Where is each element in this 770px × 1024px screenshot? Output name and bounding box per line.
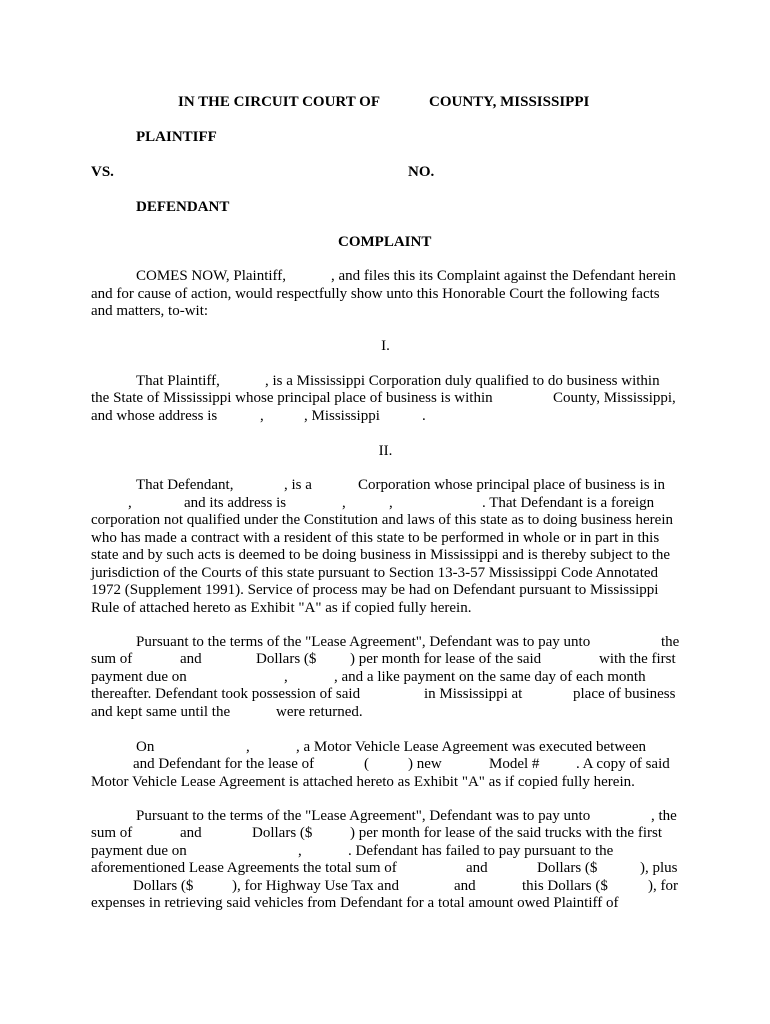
s1-line-2b: County, Mississippi, bbox=[553, 390, 676, 406]
s2-line-8: Rule of attached hereto as Exhibit "A" as if copied fully herein. bbox=[91, 600, 472, 616]
s2-line-2d: , bbox=[389, 495, 393, 511]
p1-line-1a: Pursuant to the terms of the "Lease Agreement", Defendant was to pay unto bbox=[136, 634, 591, 650]
s2-line-3: corporation not qualified under the Constitution and laws of this state as to doing business herein bbox=[91, 512, 673, 528]
p3-line-3b: , bbox=[298, 843, 302, 859]
p1-line-2c: Dollars ($ bbox=[256, 651, 317, 667]
s2-line-6: jurisdiction of the Courts of this state pursuant to Section 13-3-57 Mississippi Code Annotated bbox=[91, 565, 659, 581]
p3-line-3c: . Defendant has failed to pay pursuant to the bbox=[348, 843, 614, 859]
p3-line-4b: and bbox=[466, 860, 488, 876]
p1-line-4c: place of business bbox=[573, 686, 676, 702]
s2-line-2b: and its address is bbox=[184, 495, 287, 511]
p3-line-2c: Dollars ($ bbox=[252, 825, 313, 841]
s2-line-7: 1972 (Supplement 1991). Service of process may be had on Defendant pursuant to Mississippi bbox=[91, 582, 659, 598]
p3-line-2d: ) per month for lease of the said trucks with the first bbox=[350, 825, 662, 841]
s2-line-2a: , bbox=[128, 495, 132, 511]
s1-line-3a: and whose address is bbox=[91, 408, 218, 424]
p2-line-1b: , bbox=[246, 739, 250, 755]
case-number-label: NO. bbox=[408, 164, 435, 180]
p1-line-5a: and kept same until the bbox=[91, 704, 231, 720]
p2-line-1c: , a Motor Vehicle Lease Agreement was executed between bbox=[296, 739, 646, 755]
s2-line-2e: . That Defendant is a foreign bbox=[482, 495, 655, 511]
p2-line-1a: On bbox=[136, 739, 155, 755]
p1-line-4a: thereafter. Defendant took possession of said bbox=[91, 686, 361, 702]
section-numeral-2: II. bbox=[378, 443, 393, 459]
s2-line-1a: That Defendant, bbox=[136, 477, 234, 493]
plaintiff-label: PLAINTIFF bbox=[136, 129, 217, 145]
s1-line-1a: That Plaintiff, bbox=[136, 373, 220, 389]
p1-line-1b: the bbox=[661, 634, 680, 650]
p1-line-3c: , and a like payment on the same day of each month bbox=[334, 669, 646, 685]
p1-line-2a: sum of bbox=[91, 651, 133, 667]
p3-line-5a: Dollars ($ bbox=[133, 878, 194, 894]
p2-line-2b: ( bbox=[364, 756, 369, 772]
p3-line-1a: Pursuant to the terms of the "Lease Agreement", Defendant was to pay unto bbox=[136, 808, 591, 824]
p3-line-4a: aforementioned Lease Agreements the total sum of bbox=[91, 860, 397, 876]
intro-line-2: and for cause of action, would respectfully show unto this Honorable Court the following facts bbox=[91, 286, 660, 302]
p3-line-5d: this Dollars ($ bbox=[522, 878, 608, 894]
p2-line-3: Motor Vehicle Lease Agreement is attached hereto as Exhibit "A" as if copied fully herein. bbox=[91, 774, 635, 790]
p1-line-2b: and bbox=[180, 651, 202, 667]
p1-line-2d: ) per month for lease of the said bbox=[350, 651, 542, 667]
s1-line-1b: , is a Mississippi Corporation duly qualified to do business within bbox=[265, 373, 660, 389]
s2-line-1b: , is a bbox=[284, 477, 312, 493]
p3-line-3a: payment due on bbox=[91, 843, 187, 859]
p2-line-2a: and Defendant for the lease of bbox=[133, 756, 315, 772]
s2-line-1c: Corporation whose principal place of business is in bbox=[358, 477, 666, 493]
p3-line-6: expenses in retrieving said vehicles from Defendant for a total amount owed Plaintiff of bbox=[91, 895, 619, 911]
p1-line-5b: were returned. bbox=[276, 704, 363, 720]
intro-line-1a: COMES NOW, Plaintiff, bbox=[136, 268, 287, 284]
intro-line-3: and matters, to-wit: bbox=[91, 303, 209, 319]
p3-line-5e: ), for bbox=[648, 878, 678, 894]
p2-line-2d: Model # bbox=[489, 756, 540, 772]
s1-line-3c: , Mississippi bbox=[304, 408, 380, 424]
p3-line-5c: and bbox=[454, 878, 476, 894]
court-caption-right: COUNTY, MISSISSIPPI bbox=[429, 94, 590, 110]
s1-line-2a: the State of Mississippi whose principal place of business is within bbox=[91, 390, 493, 406]
p1-line-3b: , bbox=[284, 669, 288, 685]
section-numeral-1: I. bbox=[381, 338, 390, 354]
s2-line-4: who has made a contract with a resident of this state to be performed in whole or in part in this bbox=[91, 530, 660, 546]
vs-label: VS. bbox=[91, 164, 114, 180]
intro-line-1b: , and files this its Complaint against the Defendant herein bbox=[331, 268, 676, 284]
p1-line-4b: in Mississippi at bbox=[424, 686, 523, 702]
p3-line-2a: sum of bbox=[91, 825, 133, 841]
s1-line-3d: . bbox=[422, 408, 426, 424]
p3-line-4d: ), plus bbox=[640, 860, 678, 876]
s2-line-2c: , bbox=[342, 495, 346, 511]
p3-line-2b: and bbox=[180, 825, 202, 841]
court-caption-left: IN THE CIRCUIT COURT OF bbox=[178, 94, 381, 110]
s2-line-5: state and by such acts is deemed to be doing business in Mississippi and is thereby subject to the bbox=[91, 547, 671, 563]
p2-line-2c: ) new bbox=[408, 756, 442, 772]
defendant-label: DEFENDANT bbox=[136, 199, 230, 215]
document-title: COMPLAINT bbox=[338, 234, 432, 250]
p3-line-5b: ), for Highway Use Tax and bbox=[232, 878, 399, 894]
p3-line-4c: Dollars ($ bbox=[537, 860, 598, 876]
p2-line-2e: . A copy of said bbox=[576, 756, 670, 772]
p1-line-2e: with the first bbox=[599, 651, 676, 667]
p1-line-3a: payment due on bbox=[91, 669, 187, 685]
s1-line-3b: , bbox=[260, 408, 264, 424]
p3-line-1b: , the bbox=[651, 808, 677, 824]
